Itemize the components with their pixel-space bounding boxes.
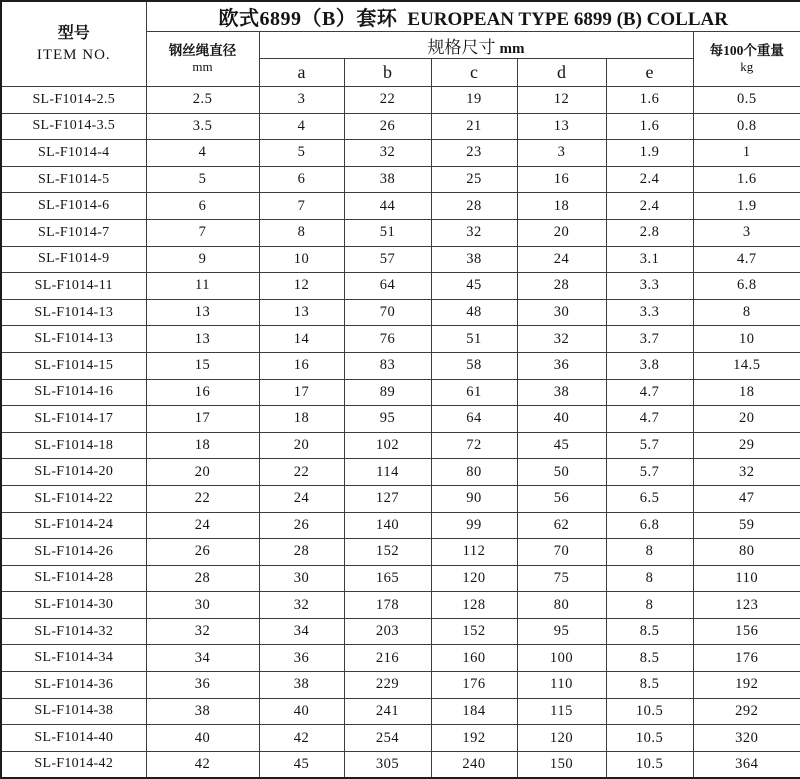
weight-cell: 0.5 [693, 87, 800, 114]
dim-a-cell: 12 [259, 273, 344, 300]
dim-a-cell: 16 [259, 352, 344, 379]
dim-d-cell: 40 [517, 406, 606, 433]
dim-e-cell: 5.7 [606, 459, 693, 486]
col-header-spec-size-cn: 规格尺寸 [428, 38, 496, 57]
dim-c-cell: 64 [431, 406, 517, 433]
diameter-cell: 32 [146, 618, 259, 645]
col-header-d: d [517, 59, 606, 87]
dim-c-cell: 19 [431, 87, 517, 114]
dim-a-cell: 24 [259, 485, 344, 512]
weight-cell: 8 [693, 299, 800, 326]
diameter-cell: 42 [146, 751, 259, 778]
weight-cell: 176 [693, 645, 800, 672]
table-row [1, 539, 800, 566]
dim-c-cell: 38 [431, 246, 517, 273]
weight-cell: 156 [693, 618, 800, 645]
item-no-cell: SL-F1014-3.5 [1, 113, 146, 140]
dim-d-cell: 45 [517, 432, 606, 459]
table-row [1, 565, 800, 592]
dim-a-cell: 4 [259, 113, 344, 140]
weight-cell: 1.6 [693, 166, 800, 193]
dim-e-cell: 8 [606, 592, 693, 619]
table-row [1, 299, 800, 326]
dim-a-cell: 45 [259, 751, 344, 778]
dim-e-cell: 3.7 [606, 326, 693, 353]
diameter-cell: 38 [146, 698, 259, 725]
dim-a-cell: 36 [259, 645, 344, 672]
dim-e-cell: 2.4 [606, 166, 693, 193]
dim-d-cell: 70 [517, 539, 606, 566]
item-no-cell: SL-F1014-34 [1, 645, 146, 672]
dim-e-cell: 3.3 [606, 273, 693, 300]
dim-d-cell: 32 [517, 326, 606, 353]
diameter-cell: 24 [146, 512, 259, 539]
dim-d-cell: 24 [517, 246, 606, 273]
table-row [1, 273, 800, 300]
diameter-cell: 9 [146, 246, 259, 273]
table-row [1, 459, 800, 486]
dim-b-cell: 64 [344, 273, 431, 300]
dim-c-cell: 61 [431, 379, 517, 406]
dim-c-cell: 51 [431, 326, 517, 353]
table-row [1, 645, 800, 672]
dim-e-cell: 1.6 [606, 113, 693, 140]
dim-c-cell: 45 [431, 273, 517, 300]
dim-c-cell: 80 [431, 459, 517, 486]
dim-b-cell: 241 [344, 698, 431, 725]
dim-c-cell: 112 [431, 539, 517, 566]
diameter-cell: 16 [146, 379, 259, 406]
dim-a-cell: 20 [259, 432, 344, 459]
table-row [1, 618, 800, 645]
weight-cell: 364 [693, 751, 800, 778]
dim-d-cell: 80 [517, 592, 606, 619]
col-header-item-no-en: ITEM NO. [2, 45, 146, 65]
page-title [146, 1, 800, 32]
table-row [1, 725, 800, 752]
diameter-cell: 17 [146, 406, 259, 433]
weight-cell: 3 [693, 219, 800, 246]
dim-c-cell: 160 [431, 645, 517, 672]
dim-b-cell: 254 [344, 725, 431, 752]
dim-a-cell: 7 [259, 193, 344, 220]
dim-c-cell: 128 [431, 592, 517, 619]
dim-d-cell: 28 [517, 273, 606, 300]
dim-b-cell: 76 [344, 326, 431, 353]
weight-cell: 20 [693, 406, 800, 433]
dim-d-cell: 62 [517, 512, 606, 539]
weight-cell: 29 [693, 432, 800, 459]
dim-e-cell: 1.9 [606, 140, 693, 167]
dim-b-cell: 38 [344, 166, 431, 193]
dim-d-cell: 12 [517, 87, 606, 114]
table-row [1, 672, 800, 699]
weight-cell: 110 [693, 565, 800, 592]
dim-b-cell: 152 [344, 539, 431, 566]
page-title-en: EUROPEAN TYPE 6899 (B) COLLAR [407, 9, 728, 30]
item-no-cell: SL-F1014-28 [1, 565, 146, 592]
dim-e-cell: 10.5 [606, 725, 693, 752]
dim-a-cell: 10 [259, 246, 344, 273]
item-no-cell: SL-F1014-17 [1, 406, 146, 433]
dim-c-cell: 21 [431, 113, 517, 140]
dim-d-cell: 3 [517, 140, 606, 167]
weight-cell: 292 [693, 698, 800, 725]
weight-cell: 4.7 [693, 246, 800, 273]
dim-e-cell: 3.1 [606, 246, 693, 273]
dim-a-cell: 14 [259, 326, 344, 353]
dim-d-cell: 115 [517, 698, 606, 725]
page-title-cn: 欧式6899（B）套环 [219, 8, 398, 30]
dim-b-cell: 83 [344, 352, 431, 379]
weight-cell: 320 [693, 725, 800, 752]
table-row [1, 379, 800, 406]
item-no-cell: SL-F1014-40 [1, 725, 146, 752]
weight-cell: 59 [693, 512, 800, 539]
diameter-cell: 3.5 [146, 113, 259, 140]
dim-b-cell: 26 [344, 113, 431, 140]
weight-cell: 1.9 [693, 193, 800, 220]
dim-c-cell: 192 [431, 725, 517, 752]
dim-c-cell: 240 [431, 751, 517, 778]
dim-c-cell: 184 [431, 698, 517, 725]
dim-b-cell: 305 [344, 751, 431, 778]
dim-b-cell: 178 [344, 592, 431, 619]
col-header-b: b [344, 59, 431, 87]
diameter-cell: 34 [146, 645, 259, 672]
table-row [1, 87, 800, 114]
dim-b-cell: 51 [344, 219, 431, 246]
dim-a-cell: 32 [259, 592, 344, 619]
dim-a-cell: 13 [259, 299, 344, 326]
table-row [1, 432, 800, 459]
table-row [1, 406, 800, 433]
item-no-cell: SL-F1014-11 [1, 273, 146, 300]
weight-cell: 123 [693, 592, 800, 619]
weight-cell: 14.5 [693, 352, 800, 379]
dim-b-cell: 102 [344, 432, 431, 459]
diameter-cell: 36 [146, 672, 259, 699]
diameter-cell: 15 [146, 352, 259, 379]
col-header-rope-diameter-unit: mm [147, 59, 259, 76]
diameter-cell: 18 [146, 432, 259, 459]
item-no-cell: SL-F1014-13 [1, 299, 146, 326]
table-row [1, 485, 800, 512]
col-header-rope-diameter-cn: 钢丝绳直径 [147, 42, 259, 60]
dim-a-cell: 26 [259, 512, 344, 539]
table-row [1, 166, 800, 193]
item-no-cell: SL-F1014-30 [1, 592, 146, 619]
item-no-cell: SL-F1014-32 [1, 618, 146, 645]
dim-a-cell: 30 [259, 565, 344, 592]
diameter-cell: 6 [146, 193, 259, 220]
dim-e-cell: 1.6 [606, 87, 693, 114]
dim-a-cell: 42 [259, 725, 344, 752]
item-no-cell: SL-F1014-38 [1, 698, 146, 725]
col-header-c: c [431, 59, 517, 87]
diameter-cell: 28 [146, 565, 259, 592]
table-row [1, 512, 800, 539]
dim-d-cell: 38 [517, 379, 606, 406]
dim-b-cell: 165 [344, 565, 431, 592]
diameter-cell: 13 [146, 299, 259, 326]
dim-c-cell: 25 [431, 166, 517, 193]
title-row [1, 1, 800, 32]
col-header-weight-cn: 每100个重量 [694, 42, 800, 60]
dim-e-cell: 6.8 [606, 512, 693, 539]
dim-c-cell: 23 [431, 140, 517, 167]
dim-a-cell: 3 [259, 87, 344, 114]
dim-c-cell: 48 [431, 299, 517, 326]
dim-c-cell: 120 [431, 565, 517, 592]
weight-cell: 192 [693, 672, 800, 699]
table-row [1, 246, 800, 273]
item-no-cell: SL-F1014-20 [1, 459, 146, 486]
dim-d-cell: 95 [517, 618, 606, 645]
dim-e-cell: 6.5 [606, 485, 693, 512]
dim-a-cell: 6 [259, 166, 344, 193]
table-row [1, 326, 800, 353]
dim-b-cell: 216 [344, 645, 431, 672]
dim-a-cell: 38 [259, 672, 344, 699]
dim-c-cell: 32 [431, 219, 517, 246]
col-header-spec-size [259, 32, 693, 59]
dim-d-cell: 150 [517, 751, 606, 778]
item-no-cell: SL-F1014-16 [1, 379, 146, 406]
dim-e-cell: 3.8 [606, 352, 693, 379]
col-header-spec-size-unit: mm [500, 41, 525, 57]
item-no-cell: SL-F1014-36 [1, 672, 146, 699]
dim-d-cell: 50 [517, 459, 606, 486]
dim-d-cell: 36 [517, 352, 606, 379]
dim-c-cell: 58 [431, 352, 517, 379]
dim-d-cell: 100 [517, 645, 606, 672]
dim-d-cell: 18 [517, 193, 606, 220]
dim-c-cell: 176 [431, 672, 517, 699]
item-no-cell: SL-F1014-4 [1, 140, 146, 167]
table-row [1, 140, 800, 167]
col-header-e: e [606, 59, 693, 87]
dim-e-cell: 3.3 [606, 299, 693, 326]
col-header-weight [693, 32, 800, 87]
table-row [1, 698, 800, 725]
dim-b-cell: 70 [344, 299, 431, 326]
dim-b-cell: 95 [344, 406, 431, 433]
dim-d-cell: 56 [517, 485, 606, 512]
diameter-cell: 7 [146, 219, 259, 246]
dim-e-cell: 8 [606, 565, 693, 592]
item-no-cell: SL-F1014-5 [1, 166, 146, 193]
item-no-cell: SL-F1014-22 [1, 485, 146, 512]
col-header-a: a [259, 59, 344, 87]
dim-a-cell: 22 [259, 459, 344, 486]
dim-d-cell: 16 [517, 166, 606, 193]
dim-e-cell: 8 [606, 539, 693, 566]
item-no-cell: SL-F1014-24 [1, 512, 146, 539]
dim-a-cell: 28 [259, 539, 344, 566]
table-row [1, 352, 800, 379]
dim-e-cell: 8.5 [606, 645, 693, 672]
dim-a-cell: 34 [259, 618, 344, 645]
item-no-cell: SL-F1014-9 [1, 246, 146, 273]
dim-e-cell: 8.5 [606, 618, 693, 645]
weight-cell: 1 [693, 140, 800, 167]
dim-e-cell: 5.7 [606, 432, 693, 459]
diameter-cell: 2.5 [146, 87, 259, 114]
dim-a-cell: 17 [259, 379, 344, 406]
dim-c-cell: 152 [431, 618, 517, 645]
dim-e-cell: 8.5 [606, 672, 693, 699]
dim-b-cell: 44 [344, 193, 431, 220]
item-no-cell: SL-F1014-13 [1, 326, 146, 353]
weight-cell: 47 [693, 485, 800, 512]
dim-d-cell: 30 [517, 299, 606, 326]
weight-cell: 32 [693, 459, 800, 486]
dim-d-cell: 20 [517, 219, 606, 246]
dim-a-cell: 18 [259, 406, 344, 433]
dim-b-cell: 203 [344, 618, 431, 645]
col-header-weight-unit: kg [694, 59, 800, 76]
weight-cell: 80 [693, 539, 800, 566]
dim-c-cell: 90 [431, 485, 517, 512]
diameter-cell: 22 [146, 485, 259, 512]
table-header [1, 1, 800, 87]
dim-d-cell: 120 [517, 725, 606, 752]
dim-b-cell: 229 [344, 672, 431, 699]
dim-b-cell: 114 [344, 459, 431, 486]
diameter-cell: 4 [146, 140, 259, 167]
dim-e-cell: 2.8 [606, 219, 693, 246]
dim-c-cell: 28 [431, 193, 517, 220]
dim-c-cell: 99 [431, 512, 517, 539]
dim-b-cell: 22 [344, 87, 431, 114]
dim-a-cell: 40 [259, 698, 344, 725]
item-no-cell: SL-F1014-7 [1, 219, 146, 246]
table-row [1, 193, 800, 220]
col-header-rope-diameter [146, 32, 259, 87]
dim-a-cell: 5 [259, 140, 344, 167]
dim-b-cell: 127 [344, 485, 431, 512]
dim-a-cell: 8 [259, 219, 344, 246]
dim-b-cell: 89 [344, 379, 431, 406]
item-no-cell: SL-F1014-6 [1, 193, 146, 220]
dim-b-cell: 32 [344, 140, 431, 167]
dim-e-cell: 2.4 [606, 193, 693, 220]
col-header-item-no-cn: 型号 [2, 23, 146, 45]
dim-e-cell: 4.7 [606, 406, 693, 433]
table-row [1, 219, 800, 246]
diameter-cell: 20 [146, 459, 259, 486]
diameter-cell: 40 [146, 725, 259, 752]
diameter-cell: 26 [146, 539, 259, 566]
col-header-item-no [1, 1, 146, 87]
dim-d-cell: 110 [517, 672, 606, 699]
item-no-cell: SL-F1014-2.5 [1, 87, 146, 114]
dim-b-cell: 57 [344, 246, 431, 273]
weight-cell: 0.8 [693, 113, 800, 140]
item-no-cell: SL-F1014-42 [1, 751, 146, 778]
table-row [1, 113, 800, 140]
weight-cell: 6.8 [693, 273, 800, 300]
dim-e-cell: 4.7 [606, 379, 693, 406]
diameter-cell: 5 [146, 166, 259, 193]
dim-d-cell: 13 [517, 113, 606, 140]
item-no-cell: SL-F1014-26 [1, 539, 146, 566]
dim-b-cell: 140 [344, 512, 431, 539]
item-no-cell: SL-F1014-18 [1, 432, 146, 459]
weight-cell: 10 [693, 326, 800, 353]
diameter-cell: 30 [146, 592, 259, 619]
item-no-cell: SL-F1014-15 [1, 352, 146, 379]
diameter-cell: 11 [146, 273, 259, 300]
table-row [1, 751, 800, 778]
diameter-cell: 13 [146, 326, 259, 353]
dim-d-cell: 75 [517, 565, 606, 592]
dim-e-cell: 10.5 [606, 751, 693, 778]
table-row [1, 592, 800, 619]
dim-c-cell: 72 [431, 432, 517, 459]
weight-cell: 18 [693, 379, 800, 406]
table-body [1, 87, 800, 778]
dim-e-cell: 10.5 [606, 698, 693, 725]
